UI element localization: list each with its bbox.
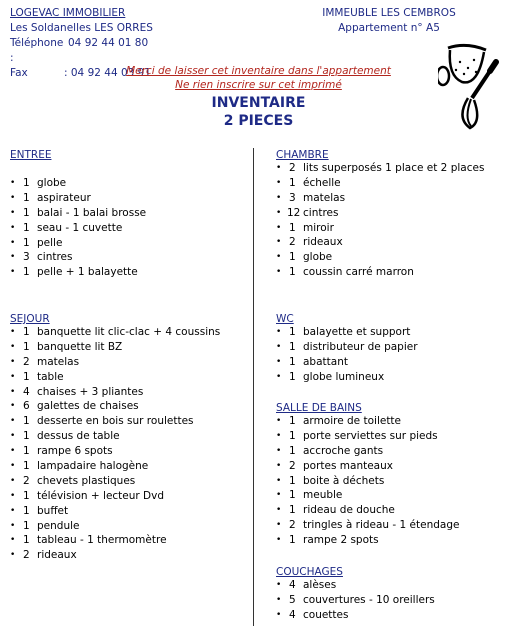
bullet-icon: • — [10, 490, 16, 501]
list-item — [10, 370, 220, 385]
section-title: SALLE DE BAINS — [276, 402, 362, 414]
item-text: cintres — [303, 206, 339, 219]
phone-row — [10, 36, 153, 66]
phone-label: Téléphone : — [10, 37, 64, 64]
item-text: porte serviettes sur pieds — [303, 429, 438, 442]
item-text: balai - 1 balai brosse — [37, 206, 147, 219]
bullet-icon: • — [10, 520, 16, 531]
item-text: meuble — [303, 489, 343, 502]
bullet-icon: • — [276, 445, 282, 456]
list-item — [276, 235, 484, 250]
bullet-icon: • — [276, 222, 282, 233]
bullet-icon: • — [276, 356, 282, 367]
section-title: CHAMBRE — [276, 149, 329, 161]
item-text: cintres — [37, 251, 73, 264]
section-wc — [276, 313, 418, 385]
phone-number: 04 92 44 01 80 — [68, 37, 149, 49]
item-text: armoire de toilette — [303, 415, 402, 427]
item-qty: 1 — [289, 251, 296, 264]
list-item — [276, 206, 484, 221]
item-qty: 2 — [289, 236, 296, 249]
item-qty: 1 — [23, 340, 30, 353]
section-couchages — [276, 566, 435, 623]
item-qty: 6 — [23, 400, 30, 413]
item-qty: 1 — [23, 191, 30, 204]
bullet-icon: • — [276, 475, 282, 486]
page-title — [0, 94, 517, 130]
item-list — [276, 161, 484, 280]
list-item — [10, 399, 220, 414]
bullet-icon: • — [276, 535, 282, 546]
list-item — [10, 519, 220, 534]
list-item — [10, 459, 220, 474]
bullet-icon: • — [10, 401, 16, 412]
list-item — [276, 325, 418, 340]
section-entree — [10, 149, 146, 280]
list-item — [10, 548, 220, 563]
item-text: globe lumineux — [303, 370, 385, 383]
bullet-icon: • — [10, 431, 16, 442]
bullet-icon: • — [276, 237, 282, 248]
list-item — [276, 176, 484, 191]
item-text: lits superposés 1 place et 2 places — [303, 162, 485, 174]
item-qty: 1 — [289, 355, 296, 368]
bullet-icon: • — [10, 341, 16, 352]
item-text: rideau de douche — [303, 504, 395, 517]
item-text: desserte en bois sur roulettes — [37, 415, 194, 428]
bullet-icon: • — [276, 177, 282, 188]
item-text: boite à déchets — [303, 474, 385, 487]
list-item — [276, 533, 459, 548]
bullet-icon: • — [10, 386, 16, 397]
item-text: distributeur de papier — [303, 340, 418, 353]
list-item — [10, 489, 220, 504]
item-text: portes manteaux — [303, 459, 393, 472]
item-qty: 1 — [23, 489, 30, 502]
list-item — [10, 504, 220, 519]
agency-address: Les Soldanelles LES ORRES — [10, 22, 153, 34]
bullet-icon: • — [10, 267, 16, 278]
title-line-2: 2 PIECES — [223, 113, 294, 129]
item-qty: 1 — [289, 504, 296, 517]
list-item — [10, 250, 146, 265]
bullet-icon: • — [276, 490, 282, 501]
bullet-icon: • — [10, 416, 16, 427]
item-text: rampe 2 spots — [303, 534, 379, 547]
bullet-icon: • — [276, 341, 282, 352]
item-text: couettes — [303, 608, 349, 621]
bullet-icon: • — [276, 416, 282, 426]
item-qty: 2 — [23, 474, 30, 487]
item-text: pendule — [37, 519, 80, 532]
bullet-icon: • — [10, 356, 16, 367]
list-item — [10, 414, 220, 429]
item-text: alèses — [303, 579, 337, 591]
item-text: pelle + 1 balayette — [37, 266, 138, 279]
item-text: buffet — [37, 504, 69, 517]
bullet-icon: • — [276, 267, 282, 278]
item-qty: 1 — [23, 370, 30, 383]
item-qty: 3 — [23, 251, 30, 264]
bullet-icon: • — [276, 430, 282, 441]
bullet-icon: • — [276, 460, 282, 471]
item-text: rideaux — [37, 549, 77, 562]
list-item — [10, 325, 220, 340]
item-text: table — [37, 370, 64, 383]
bullet-icon: • — [276, 207, 282, 218]
bullet-icon: • — [276, 520, 282, 531]
item-text: globe — [303, 251, 333, 264]
list-item — [276, 429, 459, 444]
item-qty: 2 — [23, 355, 30, 368]
list-item — [276, 459, 459, 474]
list-item — [276, 191, 484, 206]
item-qty: 1 — [289, 489, 296, 502]
list-item — [276, 518, 459, 533]
item-qty: 4 — [289, 579, 296, 591]
bullet-icon: • — [10, 505, 16, 516]
list-item — [276, 474, 459, 489]
apartment-number: Appartement n° A5 — [338, 22, 440, 34]
section-chambre — [276, 149, 484, 280]
notice-line-1: Merci de laisser cet inventaire dans l'appartement — [126, 65, 391, 77]
list-item — [276, 444, 459, 459]
bullet-icon: • — [10, 327, 16, 337]
column-divider — [253, 148, 254, 626]
list-item — [276, 578, 435, 593]
item-text: banquette lit clic-clac + 4 coussins — [37, 326, 221, 338]
item-qty: 1 — [23, 177, 30, 189]
list-item — [276, 221, 484, 236]
item-qty: 2 — [289, 459, 296, 472]
property-info — [318, 6, 460, 36]
item-qty: 1 — [289, 221, 296, 234]
notice — [0, 64, 517, 92]
item-text: aspirateur — [37, 191, 91, 204]
fax-label: Fax — [10, 67, 28, 79]
item-text: chaises + 3 pliantes — [37, 385, 144, 398]
item-list — [276, 414, 459, 548]
item-list — [10, 325, 220, 563]
item-qty: 1 — [23, 445, 30, 458]
item-text: pelle — [37, 236, 63, 249]
section-sejour — [10, 313, 220, 563]
item-qty: 1 — [289, 474, 296, 487]
item-text: miroir — [303, 221, 334, 234]
bullet-icon: • — [10, 178, 16, 188]
item-qty: 1 — [23, 415, 30, 428]
item-qty: 1 — [23, 534, 30, 547]
item-qty: 1 — [23, 430, 30, 443]
bullet-icon: • — [276, 609, 282, 620]
item-qty: 1 — [289, 176, 296, 189]
item-qty: 4 — [289, 608, 296, 621]
list-item — [276, 250, 484, 265]
bullet-icon: • — [276, 371, 282, 382]
item-qty: 1 — [23, 206, 30, 219]
item-text: banquette lit BZ — [37, 340, 123, 353]
bullet-icon: • — [276, 163, 282, 173]
list-item — [276, 370, 418, 385]
bullet-icon: • — [10, 207, 16, 218]
item-qty: 1 — [289, 266, 296, 279]
bullet-icon: • — [10, 222, 16, 233]
list-item — [10, 444, 220, 459]
item-qty: 1 — [23, 266, 30, 279]
list-item — [10, 221, 146, 236]
list-item — [276, 593, 435, 608]
list-item — [276, 265, 484, 280]
section-title: WC — [276, 313, 294, 325]
item-text: couvertures - 10 oreillers — [303, 593, 435, 606]
item-qty: 2 — [23, 549, 30, 562]
list-item — [10, 533, 220, 548]
bullet-icon: • — [10, 461, 16, 472]
section-salle-de-bains — [276, 402, 459, 548]
notice-line-2: Ne rien inscrire sur cet imprimé — [175, 79, 342, 91]
item-qty: 1 — [289, 429, 296, 442]
item-text: rampe 6 spots — [37, 445, 113, 458]
list-item — [276, 414, 459, 429]
item-qty: 2 — [289, 162, 296, 174]
item-qty: 2 — [289, 519, 296, 532]
item-text: lampadaire halogène — [37, 460, 149, 473]
item-text: galettes de chaises — [37, 400, 139, 413]
list-item — [10, 340, 220, 355]
list-item — [276, 340, 418, 355]
bullet-icon: • — [10, 192, 16, 203]
item-text: rideaux — [303, 236, 343, 249]
item-text: coussin carré marron — [303, 266, 414, 279]
bullet-icon: • — [276, 252, 282, 263]
item-qty: 1 — [23, 504, 30, 517]
list-item — [10, 176, 146, 191]
item-qty: 12 — [287, 206, 301, 219]
item-qty: 3 — [289, 191, 296, 204]
item-text: globe — [37, 177, 67, 189]
item-qty: 1 — [23, 519, 30, 532]
list-item — [10, 474, 220, 489]
item-qty: 1 — [289, 415, 296, 427]
list-item — [276, 503, 459, 518]
item-text: matelas — [37, 355, 80, 368]
item-text: chevets plastiques — [37, 474, 136, 487]
item-list — [276, 578, 435, 623]
item-text: tableau - 1 thermomètre — [37, 534, 167, 547]
item-qty: 1 — [23, 326, 30, 338]
agency-name: LOGEVAC IMMOBILIER — [10, 7, 126, 19]
item-qty: 1 — [23, 221, 30, 234]
bullet-icon: • — [276, 594, 282, 605]
item-qty: 5 — [289, 593, 296, 606]
bullet-icon: • — [10, 237, 16, 248]
list-item — [276, 488, 459, 503]
section-title: COUCHAGES — [276, 566, 343, 578]
item-qty: 1 — [289, 534, 296, 547]
bullet-icon: • — [10, 535, 16, 546]
bullet-icon: • — [276, 192, 282, 203]
item-qty: 1 — [23, 460, 30, 473]
item-text: abattant — [303, 355, 348, 368]
bullet-icon: • — [10, 446, 16, 457]
item-qty: 1 — [289, 370, 296, 383]
item-qty: 1 — [23, 236, 30, 249]
bullet-icon: • — [276, 327, 282, 337]
section-title: SEJOUR — [10, 313, 50, 325]
item-qty: 4 — [23, 385, 30, 398]
item-list — [276, 325, 418, 385]
item-qty: 1 — [289, 444, 296, 457]
list-item — [10, 265, 146, 280]
fax-number: : 04 92 44 03 91 — [64, 67, 152, 79]
item-qty: 1 — [289, 340, 296, 353]
bullet-icon: • — [10, 550, 16, 561]
list-item — [10, 191, 146, 206]
list-item — [276, 161, 484, 176]
bullet-icon: • — [276, 505, 282, 516]
building-name: IMMEUBLE LES CEMBROS — [322, 7, 456, 19]
title-line-1: INVENTAIRE — [211, 95, 306, 111]
section-title: ENTREE — [10, 149, 52, 161]
list-item — [276, 608, 435, 623]
item-qty: 1 — [289, 326, 296, 338]
list-item — [10, 355, 220, 370]
item-text: échelle — [303, 176, 341, 189]
item-text: balayette et support — [303, 326, 411, 338]
item-text: accroche gants — [303, 444, 384, 457]
bullet-icon: • — [276, 580, 282, 590]
list-item — [276, 355, 418, 370]
list-item — [10, 236, 146, 251]
item-text: tringles à rideau - 1 étendage — [303, 519, 460, 532]
list-item — [10, 206, 146, 221]
item-list — [10, 176, 146, 280]
item-text: matelas — [303, 191, 346, 204]
list-item — [10, 385, 220, 400]
bullet-icon: • — [10, 252, 16, 263]
bullet-icon: • — [10, 371, 16, 382]
bullet-icon: • — [10, 475, 16, 486]
item-text: seau - 1 cuvette — [37, 221, 123, 234]
item-text: télévision + lecteur Dvd — [37, 489, 165, 502]
list-item — [10, 429, 220, 444]
item-text: dessus de table — [37, 430, 120, 443]
